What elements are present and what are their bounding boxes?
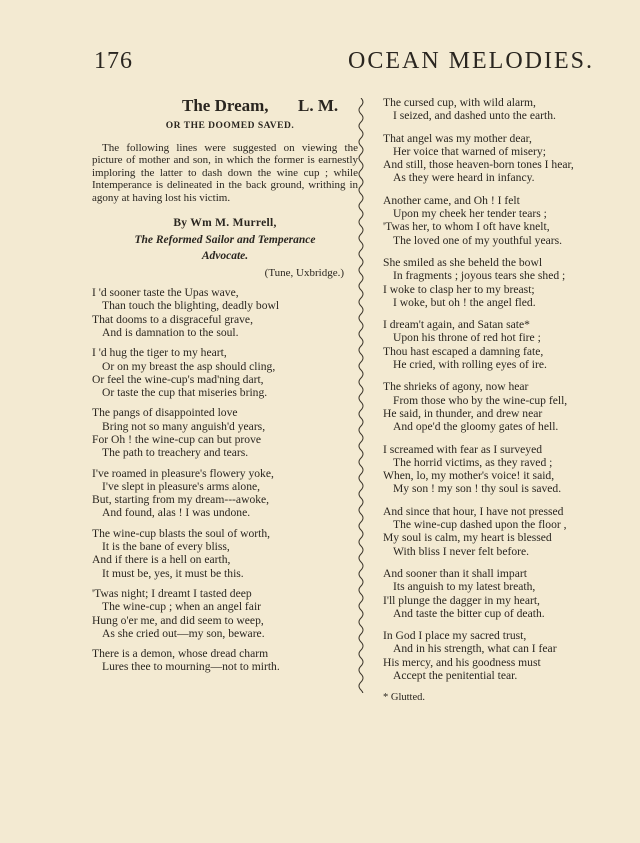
verse-line: The horrid victims, as they raved ; <box>393 455 553 469</box>
verse-line: When, lo, my mother's voice! it said, <box>383 469 555 483</box>
verse-line: It is the bane of every bliss, <box>102 540 230 554</box>
verse-line: And in his strength, what can I fear <box>393 642 557 656</box>
verse-line: Lures thee to mourning—not to mirth. <box>102 660 280 674</box>
verse-line: And is damnation to the soul. <box>102 325 239 339</box>
verse-line: The wine-cup blasts the soul of worth, <box>92 526 271 540</box>
stanza <box>92 346 358 399</box>
left-column <box>92 96 358 674</box>
stanza <box>92 406 358 459</box>
verse-line: Thou hast escaped a damning fate, <box>383 344 544 358</box>
verse-line: I screamed with fear as I surveyed <box>383 442 543 456</box>
verse-line: The cursed cup, with wild alarm, <box>383 96 536 109</box>
verse-line: The wine-cup ; when an angel fair <box>102 600 262 614</box>
verse-line: My soul is calm, my heart is blessed <box>383 531 552 545</box>
verse-line: I 'd sooner taste the Upas wave, <box>92 286 239 300</box>
poem-title <box>92 96 358 118</box>
stanza <box>383 567 611 620</box>
verse-line: Or feel the wine-cup's mad'ning dart, <box>92 372 264 386</box>
stanza <box>383 629 611 682</box>
verse-line: And since that hour, I have not pressed <box>383 504 564 518</box>
verse-line: 'Twas her, to whom I oft have knelt, <box>383 220 550 234</box>
right-column <box>383 96 611 703</box>
poem-author: By Wm M. Murrell, <box>173 217 277 230</box>
running-title: OCEAN MELODIES. <box>348 48 594 74</box>
stanza <box>383 380 611 433</box>
stanza <box>92 647 358 674</box>
right-stanzas <box>383 96 611 682</box>
verse-line: The path to treachery and tears. <box>102 446 249 460</box>
stanza <box>92 286 358 339</box>
verse-line: I woke to clasp her to my breast; <box>383 282 535 296</box>
verse-line: Upon my cheek her tender tears ; <box>393 207 547 221</box>
stanza <box>92 527 358 580</box>
stanza <box>383 96 611 123</box>
verse-line: The pangs of disappointed love <box>92 406 238 420</box>
verse-line: That angel was my mother dear, <box>383 131 532 145</box>
verse-line: I seized, and dashed unto the earth. <box>393 109 556 123</box>
dedication-line: Advocate. <box>201 250 249 263</box>
verse-line: It must be, yes, it must be this. <box>102 566 244 580</box>
verse-line: I've slept in pleasure's arms alone, <box>102 479 261 493</box>
footnote: * Glutted. <box>383 692 425 704</box>
verse-line: The wine-cup dashed upon the floor , <box>393 518 567 532</box>
verse-line: I've roamed in pleasure's flowery yoke, <box>92 466 274 480</box>
stanza <box>383 443 611 496</box>
stanza <box>383 194 611 247</box>
verse-line: I 'd hug the tiger to my heart, <box>92 346 227 360</box>
stanza <box>383 505 611 558</box>
verse-line: I'll plunge the dagger in my heart, <box>383 593 540 607</box>
verse-line: My son ! my son ! thy soul is saved. <box>393 482 562 496</box>
verse-line: Its anguish to my latest breath, <box>393 580 536 594</box>
poem-title-meter: L. M. <box>298 96 339 115</box>
verse-line: He said, in thunder, and drew near <box>383 406 543 420</box>
verse-line: In God I place my sacred trust, <box>383 629 527 643</box>
verse-line: Hung o'er me, and did seem to weep, <box>92 613 264 627</box>
page-number: 176 <box>94 48 133 74</box>
poem-dedication <box>92 232 358 264</box>
verse-line: For Oh ! the wine-cup can but prove <box>92 433 262 446</box>
verse-line: And taste the bitter cup of death. <box>393 606 545 620</box>
left-stanzas <box>92 286 358 674</box>
verse-line: The shrieks of agony, now hear <box>383 380 529 394</box>
page-header <box>94 48 594 84</box>
verse-line: She smiled as she beheld the bowl <box>383 255 543 269</box>
verse-line: Or on my breast the asp should cling, <box>102 359 276 373</box>
poem-tune: (Tune, Uxbridge.) <box>264 267 344 280</box>
verse-line: The loved one of my youthful years. <box>393 233 563 247</box>
verse-line: I woke, but oh ! the angel fled. <box>393 295 536 309</box>
stanza <box>383 256 611 309</box>
verse-line: As she cried out—my son, beware. <box>102 626 265 640</box>
verse-line: There is a demon, whose dread charm <box>92 647 269 661</box>
verse-line: And sooner than it shall impart <box>383 566 527 580</box>
verse-line: With bliss I never felt before. <box>393 544 530 558</box>
verse-line: That dooms to a disgraceful grave, <box>92 312 253 326</box>
verse-line: And if there is a hell on earth, <box>92 553 231 567</box>
verse-line: His mercy, and his goodness must <box>383 655 541 669</box>
verse-line: As they were heard in infancy. <box>393 171 535 185</box>
verse-line: Upon his throne of red hot fire ; <box>393 331 541 345</box>
poem-title-main: The Dream, <box>182 96 269 115</box>
dedication-line: The Reformed Sailor and Temperance <box>134 234 316 247</box>
stanza <box>92 587 358 640</box>
verse-line: Or taste the cup that miseries bring. <box>102 386 268 400</box>
verse-line: 'Twas night; I dreamt I tasted deep <box>92 586 252 600</box>
stanza <box>383 318 611 371</box>
stanza <box>383 132 611 185</box>
stanza <box>92 467 358 520</box>
verse-line: Accept the penitential tear. <box>393 668 518 682</box>
verse-line: But, starting from my dream---awoke, <box>92 493 270 507</box>
verse-line: And ope'd the gloomy gates of hell. <box>393 420 559 434</box>
poem-subtitle: OR THE DOOMED SAVED. <box>165 121 295 131</box>
verse-line: He cried, with rolling eyes of ire. <box>393 358 547 372</box>
verse-line: Than touch the blighting, deadly bowl <box>102 299 280 313</box>
verse-line: In fragments ; joyous tears she shed ; <box>393 269 566 283</box>
verse-line: I dream't again, and Satan sate* <box>383 318 530 332</box>
column-divider <box>357 98 365 693</box>
verse-line: And found, alas ! I was undone. <box>102 506 251 520</box>
verse-line: Bring not so many anguish'd years, <box>102 419 266 433</box>
verse-line: Her voice that warned of misery; <box>393 144 546 158</box>
verse-line: Another came, and Oh ! I felt <box>383 193 520 207</box>
verse-line: And still, those heaven-born tones I hear, <box>383 158 574 172</box>
verse-line: From those who by the wine-cup fell, <box>393 393 568 407</box>
poem-intro: The following lines were suggested on viewing the picture of mother and son, in which the former is earnestly imploring the latter to dash down the wine cup ; while Intemperance is delineated in the back ground, writhing in agony at having lost his victim. <box>92 142 358 204</box>
